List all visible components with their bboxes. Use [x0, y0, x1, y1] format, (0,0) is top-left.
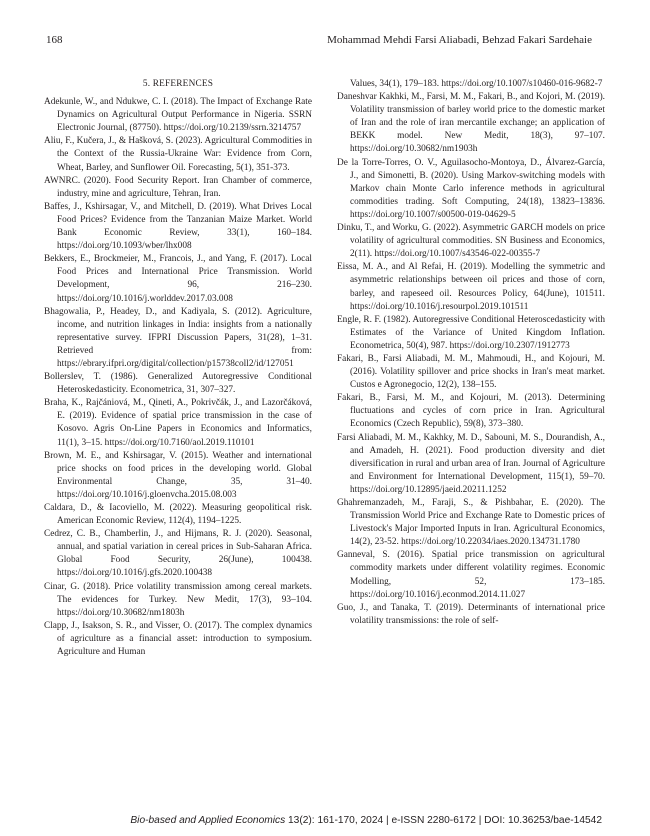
reference-item: Caldara, D., & Iacoviello, M. (2022). Measuring geopolitical risk. American Economic Review, 112(4), 1194–1225.	[44, 503, 312, 527]
reference-item: Fakari, B., Farsi Aliabadi, M. M., Mahmoudi, H., and Kojouri, M. (2016). Volatility spillover and price shocks in Iran's meat market. Custos e Agronegocio, 12(2), 138–155.	[337, 353, 605, 391]
references-column-right	[337, 78, 605, 628]
page-number: 168	[46, 34, 63, 46]
reference-item: De la Torre-Torres, O. V., Aguilasocho-Montoya, D., Álvarez-García, J., and Simonetti, B. (2020). Using Markov-switching models with Markov chain Monte Carlo inference methods in agricultural commodities trading. Soft Computing, 24(18), 13823–13836. https://doi.org/10.1007/s00500-019-04629-5	[337, 157, 605, 220]
reference-item: Engle, R. F. (1982). Autoregressive Conditional Heteroscedasticity with Estimates of the Variance of United Kingdom Inflation. Econometrica, 50(4), 987. https://doi.org/10.2307/1912773	[337, 314, 605, 351]
reference-item: AWNRC. (2020). Food Security Report. Iran Chamber of commerce, industry, mine and agriculture, Tehran, Iran.	[44, 175, 312, 199]
reference-item: Braha, K., Rajčániová, M., Qineti, A., Pokrivčák, J., and Lazorčáková, E. (2019). Evidence of spatial price transmission in the case of Kosovo. Agris On-Line Papers in Economics and Informatics, 11(1), 3–15. https://doi.org/10.7160/aol.2019.110101	[44, 398, 312, 448]
footer-journal-name: Bio-based and Applied Economics	[130, 815, 286, 826]
reference-item: Aliu, F., Kučera, J., & Hašková, S. (2023). Agricultural Commodities in the Context of the Russia-Ukraine War: Evidence from Corn, Wheat, Barley, and Sunflower Oil. Forecasting, 5(1), 351-373.	[44, 136, 312, 173]
reference-item: Daneshvar Kakhki, M., Farsi, M. M., Fakari, B., and Kojori, M. (2019). Volatility transmission of barley world price to the domestic market of Iran and the role of iran mercantile exchange; an application of BEKK model. New Medit, 18(3), 97–107. https://doi.org/10.30682/nm1903h	[337, 92, 605, 155]
reference-item: Clapp, J., Isakson, S. R., and Visser, O. (2017). The complex dynamics of agriculture as a financial asset: introduction to symposium. Agriculture and Human	[44, 620, 312, 658]
reference-item-continued: Values, 34(1), 179–183. https://doi.org/10.1007/s10460-016-9682-7	[350, 79, 603, 89]
page-footer	[130, 815, 602, 826]
reference-item: Adekunle, W., and Ndukwe, C. I. (2018). The Impact of Exchange Rate Dynamics on Agricultural Output Performance in Nigeria. SSRN Electronic Journal, (87750). https://doi.org/10.2139/ssrn.3214757	[44, 97, 312, 134]
reference-item: Dinku, T., and Worku, G. (2022). Asymmetric GARCH models on price volatility of agricultural commodities. SN Business and Economics, 2(11). https://doi.org/10.1007/s43546-022-00355-7	[337, 223, 605, 260]
reference-item: Eissa, M. A., and Al Refai, H. (2019). Modelling the symmetric and asymmetric relationships between oil prices and those of corn, barley, and rapeseed oil. Resources Policy, 64(June), 101511. https://doi.org/10.1016/j.resourpol.2019.101511	[337, 262, 605, 312]
reference-item: Ganneval, S. (2016). Spatial price transmission on agricultural commodity markets under different volatility regimes. Economic Modelling, 52, 173–185. https://doi.org/10.1016/j.econmod.2014.11.027	[337, 550, 605, 600]
reference-item: Bhagowalia, P., Headey, D., and Kadiyala, S. (2012). Agriculture, income, and nutrition linkages in India: insights from a nationally representative survey. IFPRI Discussion Papers, 31(28), 1–31. Retrieved from: https://ebrary.ifpri.org/digital/collection/p15738coll2/id/127051	[44, 306, 312, 369]
running-head-authors: Mohammad Mehdi Farsi Aliabadi, Behzad Fakari Sardehaie	[327, 34, 592, 46]
footer-details: 13(2): 161-170, 2024 | e-ISSN 2280-6172 | DOI: 10.36253/bae-14542	[285, 815, 602, 826]
section-title: 5. REFERENCES	[142, 79, 214, 89]
reference-item: Bekkers, E., Brockmeier, M., Francois, J., and Yang, F. (2017). Local Food Prices and International Price Transmission. World Development, 96, 216–230. https://doi.org/10.1016/j.worlddev.2017.03.008	[44, 254, 312, 304]
references-column-left	[44, 78, 312, 659]
reference-item: Guo, J., and Tanaka, T. (2019). Determinants of international price volatility transmissions: the role of self-	[337, 602, 605, 626]
reference-item: Farsi Aliabadi, M. M., Kakhky, M. D., Sabouni, M. S., Dourandish, A., and Amadeh, H. (2021). Food production diversity and diet diversification in rural and urban area of Iran. Journal of Agriculture and Environment for International Development, 115(1), 59–70. https://doi.org/10.12895/jaeid.20211.1252	[337, 432, 605, 495]
reference-item: Cedrez, C. B., Chamberlin, J., and Hijmans, R. J. (2020). Seasonal, annual, and spatial variation in cereal prices in Sub-Saharan Africa. Global Food Security, 26(June), 100438. https://doi.org/10.1016/j.gfs.2020.100438	[44, 529, 312, 579]
reference-item: Baffes, J., Kshirsagar, V., and Mitchell, D. (2019). What Drives Local Food Prices? Evidence from the Tanzanian Maize Market. World Bank Economic Review, 33(1), 160–184. https://doi.org/10.1093/wber/lhx008	[44, 201, 312, 252]
reference-item: Ghahremanzadeh, M., Faraji, S., & Pishbahar, E. (2020). The Transmission World Price and Exchange Rate to Domestic prices of Livestock's Major Imported Inputs in Iran. Agricultural Economics, 14(2), 23-52. https://doi.org/10.22034/iaes.2020.134731.1780	[337, 498, 605, 548]
reference-item: Bollerslev, T. (1986). Generalized Autoregressive Conditional Heteroskedasticity. Econometrica, 31, 307–327.	[44, 372, 312, 396]
reference-item: Brown, M. E., and Kshirsagar, V. (2015). Weather and international price shocks on food prices in the developing world. Global Environmental Change, 35, 31–40. https://doi.org/10.1016/j.gloenvcha.2015.08.003	[44, 450, 312, 500]
reference-item: Cinar, G. (2018). Price volatility transmission among cereal markets. The evidences for Turkey. New Medit, 17(3), 93–104. https://doi.org/10.30682/nm1803h	[44, 581, 312, 618]
reference-item: Fakari, B., Farsi, M. M., and Kojouri, M. (2013). Determining fluctuations and cycles of corn price in Iran. Agricultural Economics (Czech Republic), 59(8), 373–380.	[337, 393, 605, 430]
